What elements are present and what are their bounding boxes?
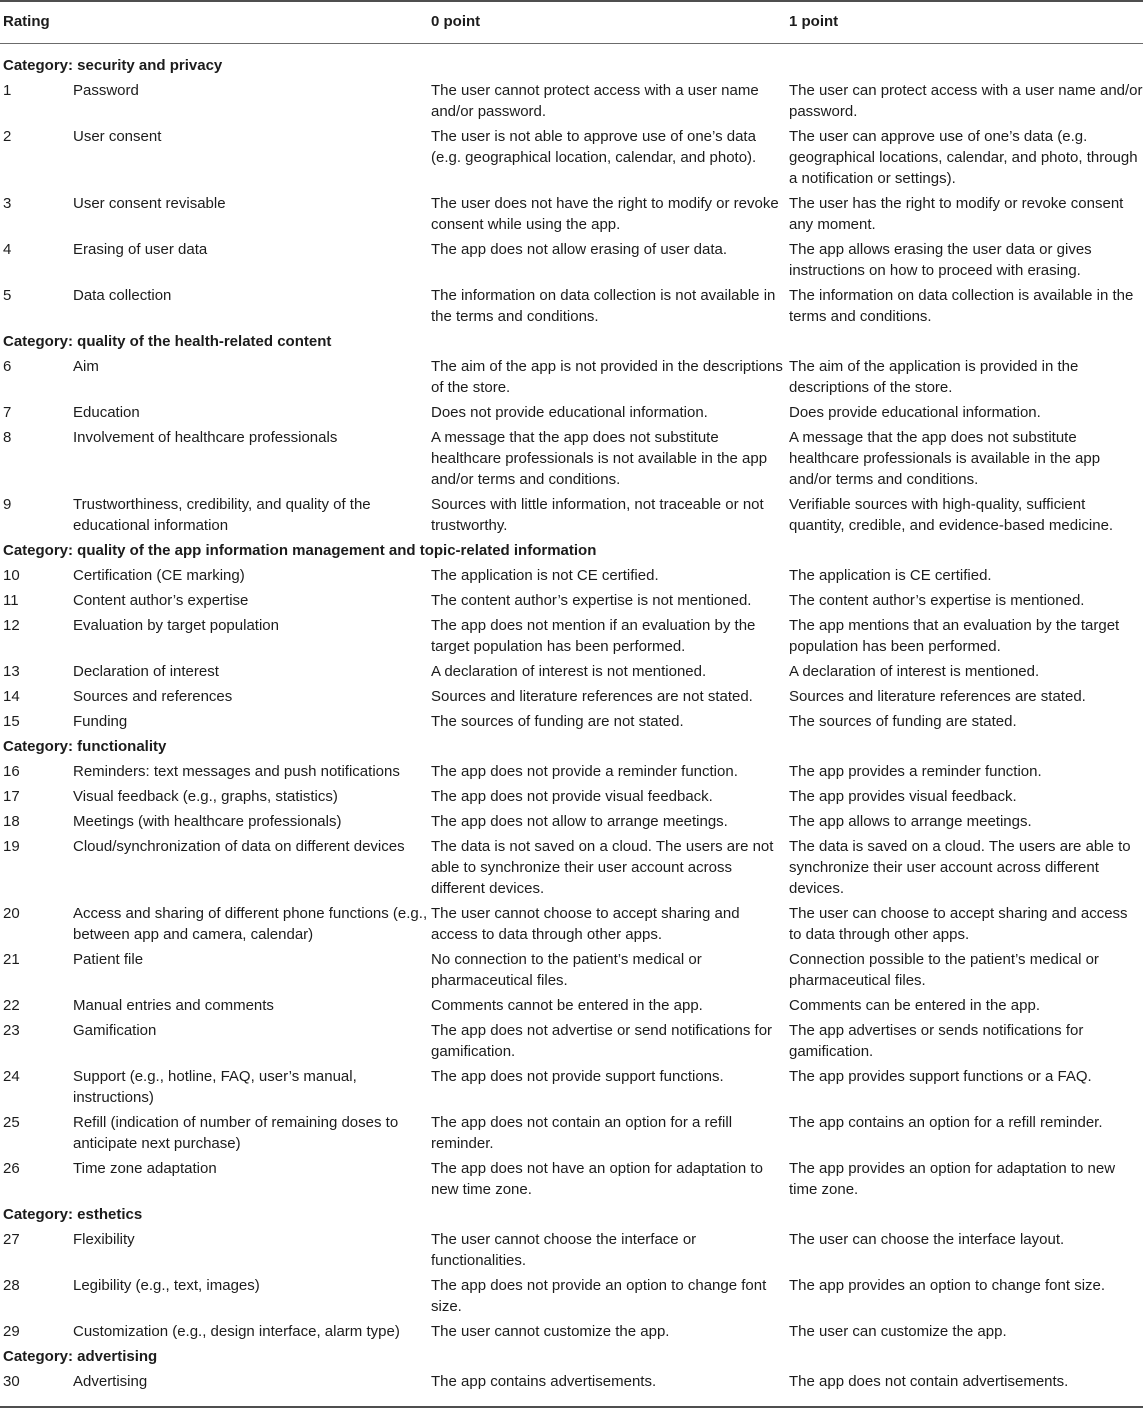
header-one-point: 1 point xyxy=(789,13,839,30)
item-criterion: Flexibility xyxy=(73,1231,135,1248)
item-number: 3 xyxy=(3,195,12,212)
zero-point-description: A declaration of interest is not mentioned. xyxy=(431,663,707,680)
item-number: 14 xyxy=(3,688,20,705)
table-row xyxy=(0,1321,1143,1346)
table-row xyxy=(0,786,1143,811)
table-row xyxy=(0,761,1143,786)
table-row xyxy=(0,193,1143,239)
one-point-description: Does provide educational information. xyxy=(789,404,1041,421)
item-criterion: Trustworthiness, credibility, and quality of the educational information xyxy=(73,496,371,534)
table-row xyxy=(0,1158,1143,1204)
one-point-description: The app provides visual feedback. xyxy=(789,788,1017,805)
one-point-description: The app provides support functions or a FAQ. xyxy=(789,1068,1092,1085)
one-point-description: The user can customize the app. xyxy=(789,1323,1007,1340)
table-row xyxy=(0,126,1143,193)
item-number: 19 xyxy=(3,838,20,855)
one-point-description: The app provides a reminder function. xyxy=(789,763,1042,780)
one-point-description: The user can choose the interface layout. xyxy=(789,1231,1065,1248)
item-criterion: Time zone adaptation xyxy=(73,1160,217,1177)
item-number: 27 xyxy=(3,1231,20,1248)
zero-point-description: The user cannot choose to accept sharing and access to data through other apps. xyxy=(431,905,740,943)
item-criterion: Aim xyxy=(73,358,99,375)
item-number: 26 xyxy=(3,1160,20,1177)
one-point-description: The user can choose to accept sharing and access to data through other apps. xyxy=(789,905,1128,943)
item-number: 21 xyxy=(3,951,20,968)
one-point-description: The app allows to arrange meetings. xyxy=(789,813,1032,830)
item-number: 20 xyxy=(3,905,20,922)
item-number: 4 xyxy=(3,241,12,258)
item-number: 11 xyxy=(3,592,19,609)
zero-point-description: The user is not able to approve use of one’s data (e.g. geographical location, calendar, and photo). xyxy=(431,128,757,166)
zero-point-description: No connection to the patient’s medical or pharmaceutical files. xyxy=(431,951,702,989)
table-row xyxy=(0,565,1143,590)
one-point-description: Comments can be entered in the app. xyxy=(789,997,1040,1014)
one-point-description: The app allows erasing the user data or gives instructions on how to proceed with erasing. xyxy=(789,241,1092,279)
item-criterion: Refill (indication of number of remaining doses to anticipate next purchase) xyxy=(73,1114,399,1152)
rating-table xyxy=(0,55,1143,1396)
zero-point-description: The user cannot protect access with a user name and/or password. xyxy=(431,82,759,120)
one-point-description: Connection possible to the patient’s medical or pharmaceutical files. xyxy=(789,951,1099,989)
table-row xyxy=(0,615,1143,661)
table-row xyxy=(0,494,1143,540)
zero-point-description: The content author’s expertise is not mentioned. xyxy=(431,592,752,609)
table-row xyxy=(0,1229,1143,1275)
category-row xyxy=(0,331,1143,356)
category-title: Category: esthetics xyxy=(3,1206,143,1223)
category-title: Category: advertising xyxy=(3,1348,158,1365)
zero-point-description: The data is not saved on a cloud. The users are not able to synchronize their user account across different devices. xyxy=(431,838,774,897)
item-criterion: Manual entries and comments xyxy=(73,997,274,1014)
item-number: 5 xyxy=(3,287,12,304)
table-row xyxy=(0,1275,1143,1321)
zero-point-description: The app does not provide an option to change font size. xyxy=(431,1277,767,1315)
item-criterion: Patient file xyxy=(73,951,144,968)
category-row xyxy=(0,736,1143,761)
one-point-description: Verifiable sources with high-quality, sufficient quantity, credible, and evidence-based medicine. xyxy=(789,496,1114,534)
item-number: 22 xyxy=(3,997,20,1014)
zero-point-description: The app does not allow erasing of user data. xyxy=(431,241,728,258)
item-criterion: User consent xyxy=(73,128,162,145)
item-criterion: Declaration of interest xyxy=(73,663,219,680)
category-title: Category: quality of the app information management and topic-related information xyxy=(3,542,597,559)
one-point-description: The aim of the application is provided in the descriptions of the store. xyxy=(789,358,1079,396)
zero-point-description: The app does not provide a reminder function. xyxy=(431,763,738,780)
item-number: 18 xyxy=(3,813,20,830)
item-number: 28 xyxy=(3,1277,20,1294)
item-criterion: Content author’s expertise xyxy=(73,592,249,609)
item-number: 10 xyxy=(3,567,20,584)
item-number: 13 xyxy=(3,663,20,680)
item-criterion: Customization (e.g., design interface, alarm type) xyxy=(73,1323,400,1340)
item-number: 12 xyxy=(3,617,20,634)
table-row xyxy=(0,836,1143,903)
item-criterion: Advertising xyxy=(73,1373,148,1390)
zero-point-description: The app does not contain an option for a refill reminder. xyxy=(431,1114,733,1152)
item-criterion: Visual feedback (e.g., graphs, statistics) xyxy=(73,788,338,805)
zero-point-description: The app does not provide support functions. xyxy=(431,1068,724,1085)
one-point-description: The application is CE certified. xyxy=(789,567,992,584)
category-row xyxy=(0,1204,1143,1229)
one-point-description: The app does not contain advertisements. xyxy=(789,1373,1069,1390)
table-row xyxy=(0,356,1143,402)
table-row xyxy=(0,995,1143,1020)
zero-point-description: The app does not mention if an evaluation by the target population has been performed. xyxy=(431,617,756,655)
item-number: 9 xyxy=(3,496,12,513)
table-row xyxy=(0,1020,1143,1066)
item-criterion: Meetings (with healthcare professionals) xyxy=(73,813,342,830)
one-point-description: The content author’s expertise is mentioned. xyxy=(789,592,1085,609)
table-row xyxy=(0,1371,1143,1396)
item-criterion: Evaluation by target population xyxy=(73,617,279,634)
one-point-description: The information on data collection is available in the terms and conditions. xyxy=(789,287,1134,325)
table-body xyxy=(0,55,1143,1396)
item-criterion: Data collection xyxy=(73,287,172,304)
table-row xyxy=(0,661,1143,686)
zero-point-description: The app contains advertisements. xyxy=(431,1373,657,1390)
table-row xyxy=(0,285,1143,331)
item-number: 8 xyxy=(3,429,12,446)
item-number: 16 xyxy=(3,763,20,780)
item-number: 29 xyxy=(3,1323,20,1340)
category-row xyxy=(0,540,1143,565)
zero-point-description: The sources of funding are not stated. xyxy=(431,713,684,730)
one-point-description: A declaration of interest is mentioned. xyxy=(789,663,1040,680)
item-criterion: Support (e.g., hotline, FAQ, user’s manual, instructions) xyxy=(73,1068,357,1106)
item-criterion: Reminders: text messages and push notifications xyxy=(73,763,400,780)
zero-point-description: The user cannot customize the app. xyxy=(431,1323,670,1340)
zero-point-description: The aim of the app is not provided in the descriptions of the store. xyxy=(431,358,783,396)
one-point-description: Sources and literature references are stated. xyxy=(789,688,1086,705)
table-row xyxy=(0,811,1143,836)
one-point-description: The app provides an option for adaptation to new time zone. xyxy=(789,1160,1116,1198)
zero-point-description: The app does not have an option for adaptation to new time zone. xyxy=(431,1160,763,1198)
zero-point-description: Sources with little information, not traceable or not trustworthy. xyxy=(431,496,764,534)
one-point-description: The app mentions that an evaluation by the target population has been performed. xyxy=(789,617,1120,655)
one-point-description: The user has the right to modify or revoke consent any moment. xyxy=(789,195,1124,233)
category-title: Category: functionality xyxy=(3,738,167,755)
table-row xyxy=(0,402,1143,427)
one-point-description: The sources of funding are stated. xyxy=(789,713,1017,730)
category-row xyxy=(0,55,1143,80)
one-point-description: The user can approve use of one’s data (e.g. geographical locations, calendar, and photo, through a notification or settings). xyxy=(789,128,1138,187)
item-number: 30 xyxy=(3,1373,20,1390)
item-number: 23 xyxy=(3,1022,20,1039)
category-title: Category: security and privacy xyxy=(3,57,223,74)
category-row xyxy=(0,1346,1143,1371)
item-number: 17 xyxy=(3,788,20,805)
zero-point-description: The user cannot choose the interface or functionalities. xyxy=(431,1231,697,1269)
table-row xyxy=(0,590,1143,615)
one-point-description: The user can protect access with a user name and/or password. xyxy=(789,82,1143,120)
item-number: 2 xyxy=(3,128,12,145)
one-point-description: The app provides an option to change font size. xyxy=(789,1277,1106,1294)
zero-point-description: A message that the app does not substitute healthcare professionals is not available in the app and/or terms and conditions. xyxy=(431,429,768,488)
category-title: Category: quality of the health-related content xyxy=(3,333,332,350)
zero-point-description: The app does not advertise or send notifications for gamification. xyxy=(431,1022,773,1060)
zero-point-description: The app does not provide visual feedback. xyxy=(431,788,713,805)
one-point-description: The data is saved on a cloud. The users are able to synchronize their user account across different devices. xyxy=(789,838,1131,897)
table-row xyxy=(0,1112,1143,1158)
item-criterion: Password xyxy=(73,82,139,99)
item-number: 1 xyxy=(3,82,12,99)
item-criterion: Legibility (e.g., text, images) xyxy=(73,1277,260,1294)
table-row xyxy=(0,239,1143,285)
item-criterion: Education xyxy=(73,404,140,421)
zero-point-description: Does not provide educational information. xyxy=(431,404,708,421)
item-number: 15 xyxy=(3,713,20,730)
item-criterion: Gamification xyxy=(73,1022,157,1039)
item-criterion: User consent revisable xyxy=(73,195,226,212)
item-number: 6 xyxy=(3,358,12,375)
zero-point-description: The user does not have the right to modify or revoke consent while using the app. xyxy=(431,195,779,233)
zero-point-description: The information on data collection is not available in the terms and conditions. xyxy=(431,287,776,325)
table-row xyxy=(0,711,1143,736)
table-row xyxy=(0,686,1143,711)
item-number: 24 xyxy=(3,1068,20,1085)
table-row xyxy=(0,903,1143,949)
item-criterion: Involvement of healthcare professionals xyxy=(73,429,338,446)
zero-point-description: Comments cannot be entered in the app. xyxy=(431,997,703,1014)
table-row xyxy=(0,1066,1143,1112)
table-row xyxy=(0,80,1143,126)
item-criterion: Sources and references xyxy=(73,688,233,705)
one-point-description: The app advertises or sends notifications for gamification. xyxy=(789,1022,1084,1060)
item-criterion: Access and sharing of different phone functions (e.g., between app and camera, calendar) xyxy=(73,905,428,943)
item-criterion: Cloud/synchronization of data on different devices xyxy=(73,838,405,855)
one-point-description: The app contains an option for a refill reminder. xyxy=(789,1114,1103,1131)
table-row xyxy=(0,949,1143,995)
table-row xyxy=(0,427,1143,494)
item-criterion: Funding xyxy=(73,713,128,730)
item-criterion: Erasing of user data xyxy=(73,241,208,258)
zero-point-description: Sources and literature references are not stated. xyxy=(431,688,753,705)
header-rule xyxy=(0,43,1143,44)
item-criterion: Certification (CE marking) xyxy=(73,567,245,584)
item-number: 7 xyxy=(3,404,12,421)
zero-point-description: The app does not allow to arrange meetings. xyxy=(431,813,728,830)
header-zero-point: 0 point xyxy=(431,13,481,30)
one-point-description: A message that the app does not substitute healthcare professionals is available in the app and/or terms and conditions. xyxy=(789,429,1101,488)
table-header xyxy=(0,0,1143,44)
header-rating: Rating xyxy=(3,13,50,30)
zero-point-description: The application is not CE certified. xyxy=(431,567,659,584)
item-number: 25 xyxy=(3,1114,20,1131)
